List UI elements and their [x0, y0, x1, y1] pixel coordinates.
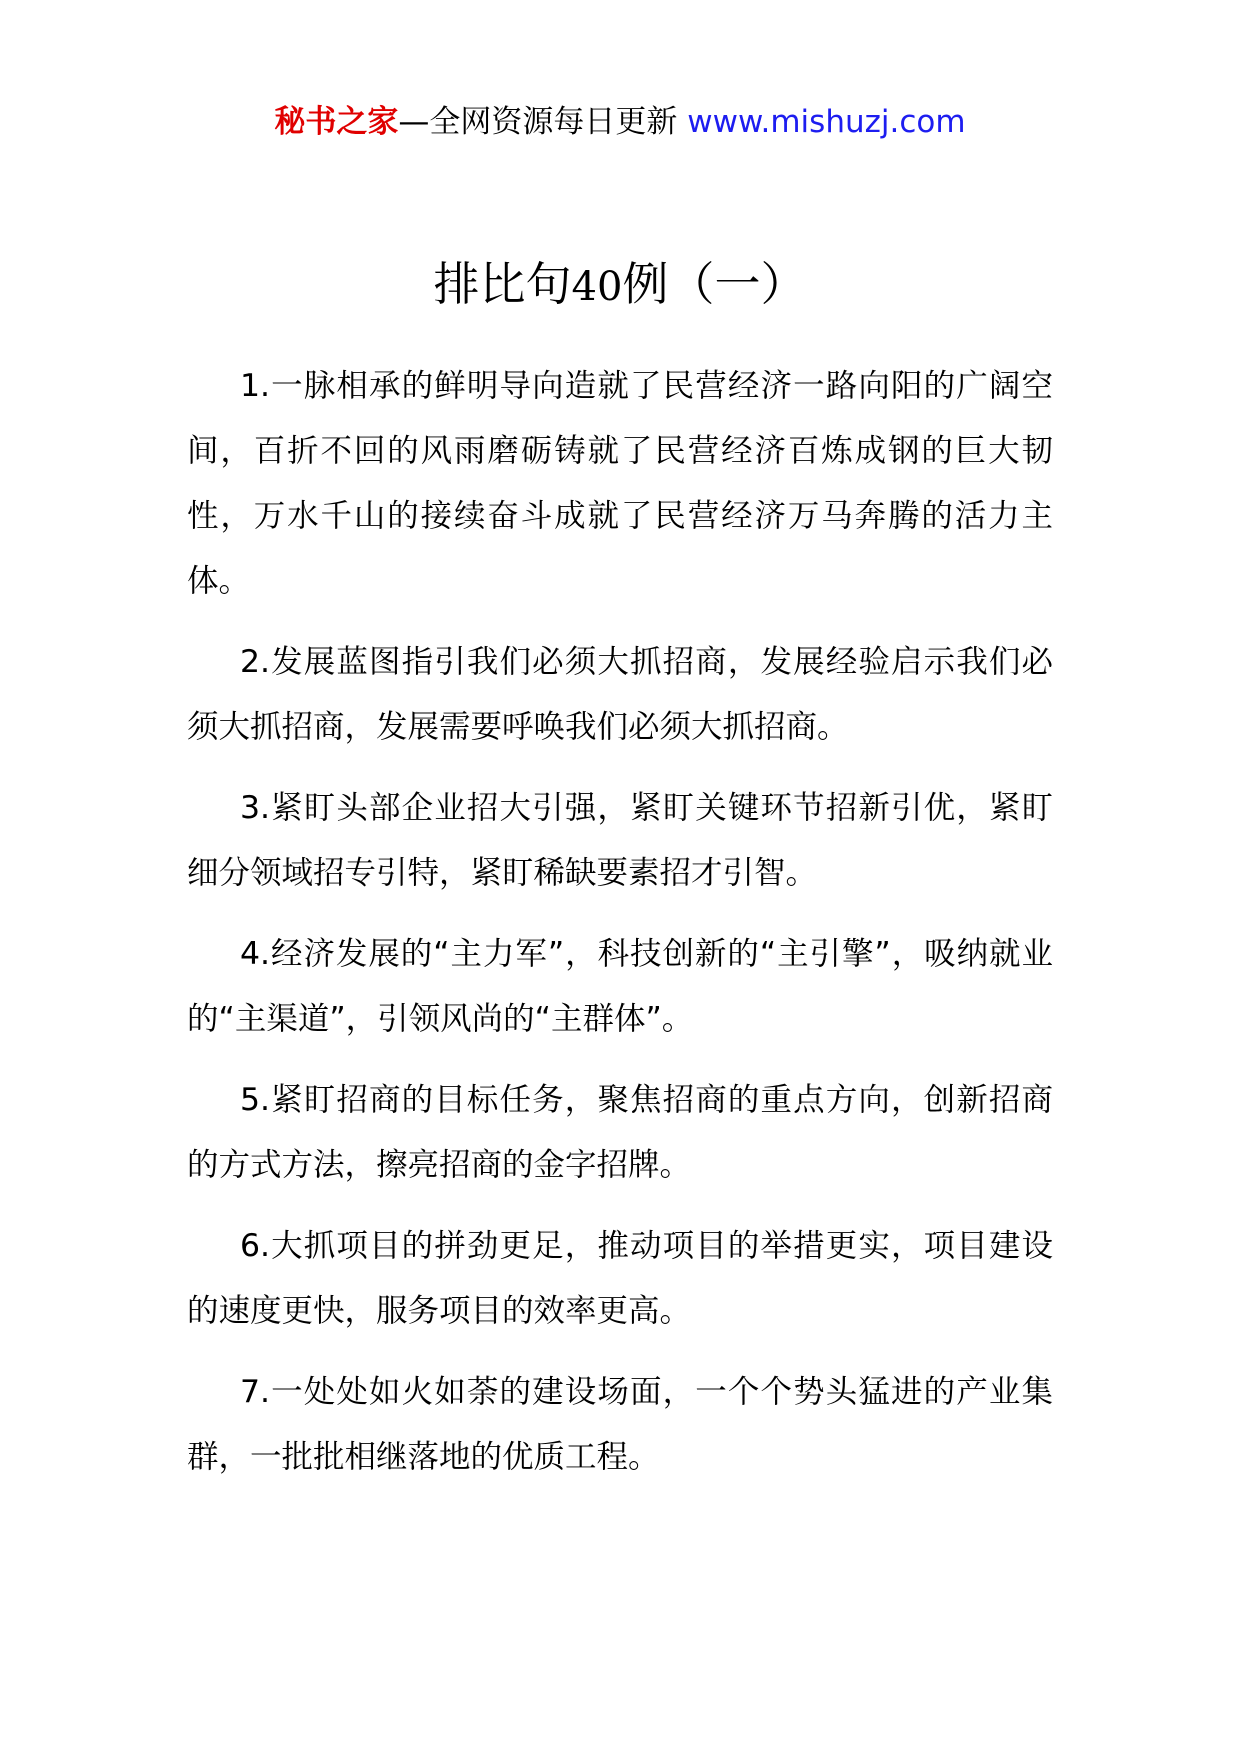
site-tagline: —全网资源每日更新	[398, 104, 688, 140]
paragraph-5: 5.紧盯招商的目标任务，聚焦招商的重点方向，创新招商的方式方法，擦亮招商的金字招牌。	[187, 1082, 1053, 1183]
site-brand: 秘书之家	[274, 104, 399, 140]
paragraph-2: 2.发展蓝图指引我们必须大抓招商，发展经验启示我们必须大抓招商，发展需要呼唤我们必须大抓招商。	[187, 644, 1053, 745]
site-url-link[interactable]: www.mishuzj.com	[687, 104, 966, 140]
site-header	[0, 100, 1240, 144]
title-prefix: 排比句	[433, 257, 572, 311]
title-suffix: 例（一）	[622, 257, 807, 311]
document-body	[187, 354, 1053, 1506]
document-title	[0, 252, 1240, 319]
title-number: 40	[571, 264, 623, 310]
paragraph-1: 1.一脉相承的鲜明导向造就了民营经济一路向阳的广阔空间，百折不回的风雨磨砺铸就了民营经济百炼成钢的巨大韧性，万水千山的接续奋斗成就了民营经济万马奔腾的活力主体。	[187, 368, 1053, 599]
paragraph-7: 7.一处处如火如荼的建设场面，一个个势头猛进的产业集群，一批批相继落地的优质工程。	[187, 1374, 1053, 1475]
paragraph-6: 6.大抓项目的拼劲更足，推动项目的举措更实，项目建设的速度更快，服务项目的效率更高。	[187, 1228, 1053, 1329]
paragraph-3: 3.紧盯头部企业招大引强，紧盯关键环节招新引优，紧盯细分领域招专引特，紧盯稀缺要素招才引智。	[187, 790, 1053, 891]
paragraph-4: 4.经济发展的“主力军”，科技创新的“主引擎”，吸纳就业的“主渠道”，引领风尚的“主群体”。	[187, 936, 1053, 1037]
